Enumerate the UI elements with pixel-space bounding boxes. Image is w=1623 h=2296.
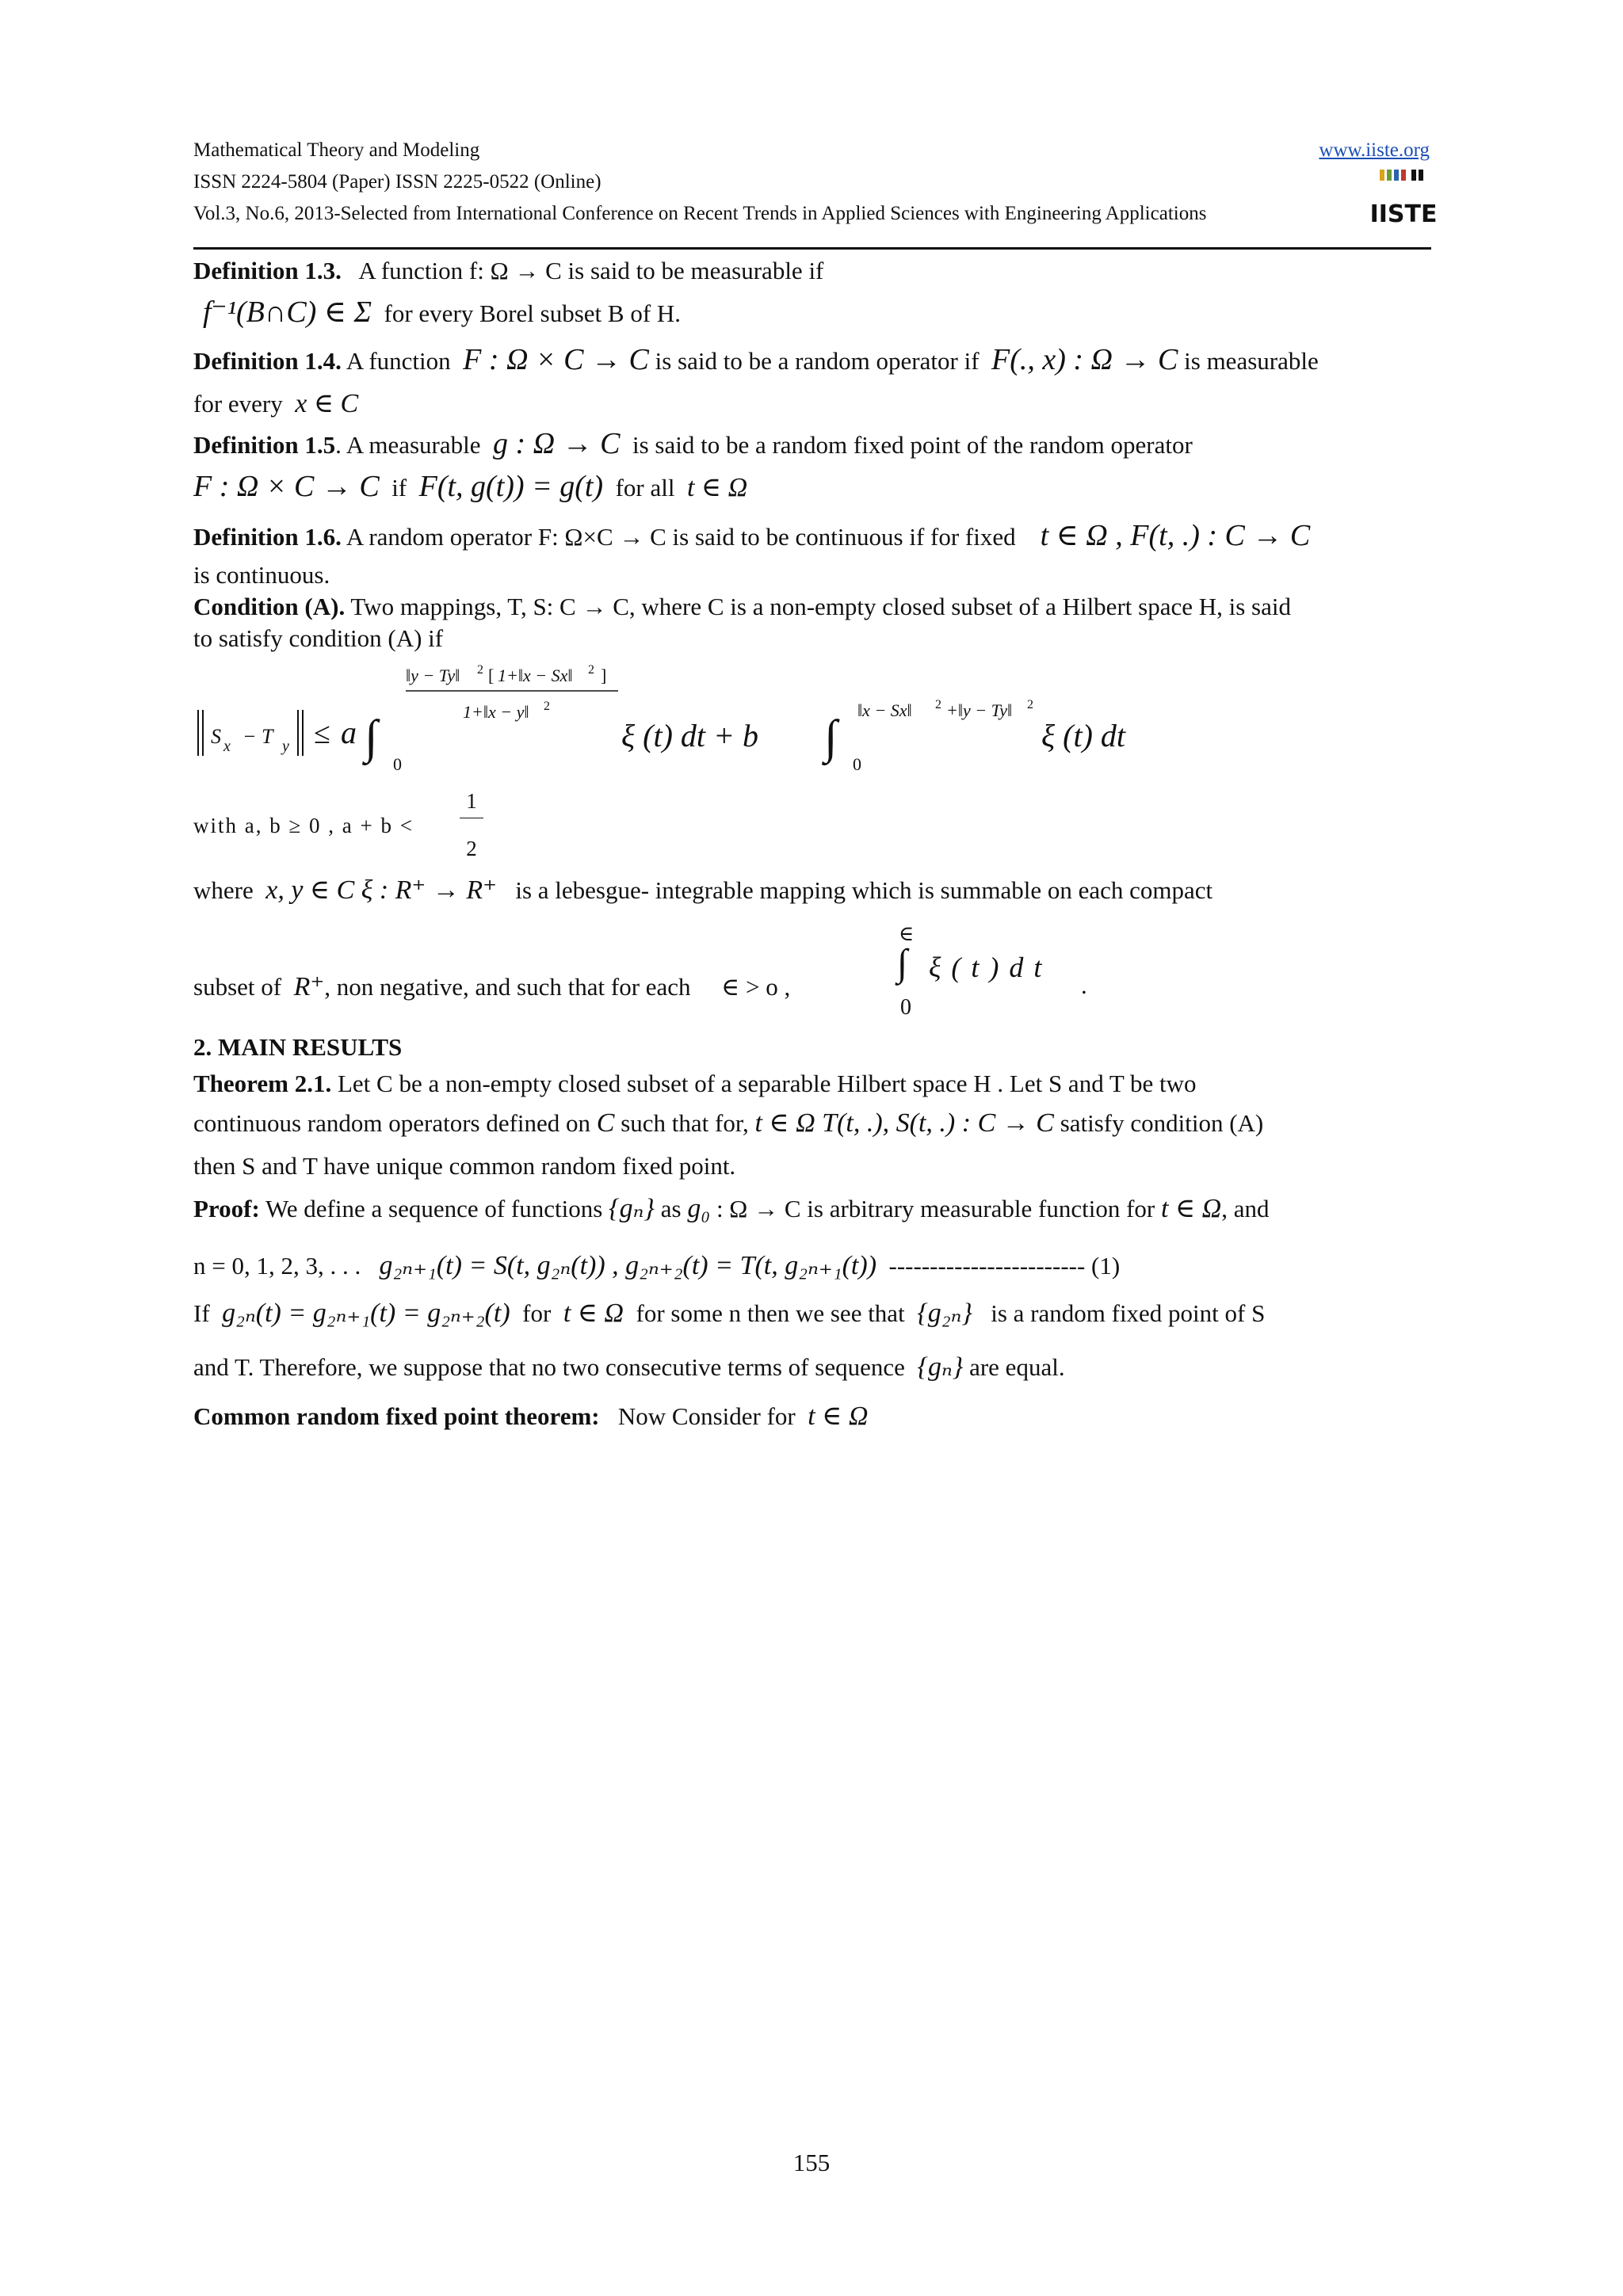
proof2: n = 0, 1, 2, 3, . . .	[193, 1252, 361, 1280]
def13-label: Definition 1.3.	[193, 257, 342, 284]
svg-text:2: 2	[477, 663, 483, 677]
subset: subset of	[193, 973, 282, 1001]
if1g: {g₂ₙ}	[917, 1299, 972, 1328]
svg-text:ξ (t) dt + b: ξ (t) dt + b	[621, 718, 758, 753]
proof1d: , and	[1221, 1195, 1270, 1222]
issn-line: ISSN 2224-5804 (Paper) ISSN 2225-0522 (Online)	[193, 171, 601, 193]
def13-line1	[193, 255, 1431, 287]
def14-line1	[193, 344, 1431, 377]
def15-t2: is said to be a random fixed point of the random operator	[632, 431, 1193, 459]
def14-f2: F(., x) : Ω → C	[991, 343, 1178, 376]
crf-line	[193, 1401, 1431, 1432]
where-line	[193, 875, 1431, 906]
svg-text:1+‖x − Sx‖: 1+‖x − Sx‖	[498, 666, 573, 685]
svg-text:0: 0	[853, 754, 861, 774]
condA-line2	[193, 623, 1431, 654]
svg-text:[: [	[488, 666, 495, 685]
int-body: ξ ( t ) d t	[929, 952, 1044, 983]
thm-line3	[193, 1150, 1431, 1182]
condA-with: with a, b ≥ 0 , a + b <	[193, 814, 414, 837]
subset2: , non negative, and such that for each	[324, 973, 691, 1001]
if1d: is a random fixed point of S	[991, 1299, 1266, 1327]
website-link[interactable]: www.iiste.org	[1319, 139, 1430, 161]
condA-with-line	[193, 810, 1431, 841]
crf-f: t ∈ Ω	[808, 1402, 869, 1431]
svg-text:]: ]	[601, 666, 607, 685]
condition-a-inequality	[193, 654, 1160, 781]
where1: where	[193, 876, 254, 904]
def16-t2: is continuous.	[193, 561, 330, 589]
def15-f4: t ∈ Ω	[686, 473, 748, 502]
svg-text:0: 0	[393, 754, 402, 774]
svg-text:‖y − Ty‖: ‖y − Ty‖	[406, 666, 460, 685]
proof-line1	[193, 1193, 1431, 1225]
iiste-logo	[1369, 168, 1438, 228]
svg-text:≤: ≤	[314, 717, 330, 750]
svg-text:a: a	[341, 715, 357, 750]
thm-line1	[193, 1068, 1431, 1100]
def15-line2	[193, 471, 1431, 504]
def14-line2	[193, 388, 1431, 420]
if2: and T. Therefore, we suppose that no two consecutive terms of sequence	[193, 1353, 905, 1381]
def14-t1: A function	[346, 347, 451, 375]
def14-f1: F : Ω × C → C	[463, 343, 649, 376]
def15-t1: . A measurable	[335, 431, 481, 459]
thm2c: such that for,	[621, 1109, 749, 1137]
subset-line	[193, 971, 1431, 1003]
proof1b: as	[660, 1195, 682, 1222]
if1c: for some n then we see that	[636, 1299, 905, 1327]
if1: If	[193, 1299, 210, 1327]
proof-line2	[193, 1250, 1431, 1282]
def16-line1	[193, 520, 1431, 553]
svg-text:ξ (t) dt: ξ (t) dt	[1041, 718, 1125, 753]
def13-line2	[193, 296, 1431, 330]
page-number: 155	[792, 2149, 831, 2176]
thm-label: Theorem 2.1.	[193, 1070, 332, 1097]
if1t: t ∈ Ω	[563, 1299, 624, 1328]
condA-label: Condition (A).	[193, 593, 346, 620]
condA-frac-num: 1	[466, 789, 477, 813]
def14-t3: is measurable	[1184, 347, 1319, 375]
int-period: .	[1081, 971, 1087, 999]
condA-t1: Two mappings, T, S: C → C, where C is a non-empty closed subset of a Hilbert space H, is said	[350, 593, 1291, 620]
where2: is a lebesgue- integrable mapping which is summable on each compact	[515, 876, 1213, 904]
thm2d: satisfy condition (A)	[1060, 1109, 1264, 1137]
journal-title: Mathematical Theory and Modeling	[193, 139, 480, 161]
def15-f1: g : Ω → C	[493, 427, 621, 460]
main-results-heading: 2. MAIN RESULTS	[193, 1033, 403, 1061]
def16-label: Definition 1.6.	[193, 523, 342, 551]
int-sign: ∫	[897, 942, 908, 984]
where-f1: x, y ∈ C ξ : R⁺ → R⁺	[265, 875, 498, 905]
thm2b: C	[596, 1108, 615, 1138]
thm2f: t ∈ Ω T(t, .), S(t, .) : C → C	[754, 1108, 1054, 1138]
def16-t1: A random operator F: Ω×C → C is said to be continuous if for fixed	[346, 523, 1016, 551]
def14-f3: x ∈ C	[295, 389, 359, 418]
svg-text:2: 2	[935, 698, 941, 711]
def15-line1	[193, 428, 1431, 461]
def15-f2: F : Ω × C → C	[193, 470, 380, 503]
def13-formula: f⁻¹(B∩C) ∈ Σ	[203, 296, 372, 329]
thm1: Let C be a non-empty closed subset of a separable Hilbert space H . Let S and T be two	[337, 1070, 1197, 1097]
svg-text:2: 2	[544, 700, 550, 713]
def15-t4: for all	[615, 474, 675, 502]
def15-t3: if	[391, 474, 407, 502]
subset-f: R⁺	[293, 972, 325, 1001]
thm3: then S and T have unique common random fixed point.	[193, 1152, 736, 1180]
int-lower: 0	[900, 995, 911, 1020]
svg-text:1+‖x − y‖: 1+‖x − y‖	[463, 702, 529, 722]
volume-line: Vol.3, No.6, 2013-Selected from International Conference on Recent Trends in Applied Sciences with Engineering Applications	[193, 203, 1207, 224]
condA-t2: to satisfy condition (A) if	[193, 624, 444, 652]
proof1c: : Ω → C is arbitrary measurable function for	[716, 1195, 1155, 1222]
if-line1	[193, 1298, 1431, 1329]
svg-text:x: x	[223, 738, 231, 755]
if2g: {gₙ}	[917, 1352, 964, 1382]
condA-line1	[193, 591, 1431, 623]
crf-text: Now Consider for	[617, 1402, 796, 1430]
if1b: for	[522, 1299, 552, 1327]
svg-text:− T: − T	[242, 725, 273, 748]
def15-f3: F(t, g(t)) = g(t)	[418, 470, 604, 503]
proof2f: g₂ₙ₊₁(t) = S(t, g₂ₙ(t)) , g₂ₙ₊₂(t) = T(t, g₂ₙ₊₁(t))	[379, 1251, 877, 1280]
proof-label: Proof:	[193, 1195, 260, 1222]
svg-text:y: y	[282, 738, 289, 755]
int-upper: ∈	[899, 922, 915, 945]
proof1f: {gₙ}	[609, 1194, 655, 1223]
svg-text:2: 2	[588, 663, 594, 677]
thm2a: continuous random operators defined on	[193, 1109, 591, 1137]
proof1: We define a sequence of functions	[265, 1195, 603, 1222]
header-rule	[193, 247, 1431, 250]
crf-label: Common random fixed point theorem:	[193, 1402, 600, 1430]
if-line2	[193, 1352, 1431, 1383]
def16-f1: t ∈ Ω , F(t, .) : C → C	[1040, 519, 1311, 552]
svg-text:+‖y − Ty‖: +‖y − Ty‖	[946, 700, 1013, 720]
def16-line2	[193, 559, 1431, 591]
svg-text:2: 2	[1027, 698, 1033, 711]
proof1t: t ∈ Ω	[1161, 1194, 1222, 1223]
def14-t4: for every	[193, 390, 283, 418]
svg-text:∫: ∫	[824, 711, 838, 763]
def14-label: Definition 1.4.	[193, 347, 342, 375]
logo-text: IISTE	[1369, 200, 1438, 228]
proof2d: ------------------------ (1)	[888, 1252, 1121, 1280]
condA-frac-den: 2	[466, 837, 477, 860]
def14-t2: is said to be a random operator if	[655, 347, 980, 375]
svg-text:S: S	[211, 725, 221, 748]
def15-label: Definition 1.5	[193, 431, 336, 459]
def13-text: A function f: Ω → C is said to be measurable if	[358, 257, 824, 284]
svg-text:∫: ∫	[365, 711, 378, 763]
proof1g: g₀	[687, 1194, 711, 1223]
eps: ∈ > o ,	[721, 973, 791, 1001]
if2b: are equal.	[969, 1353, 1065, 1381]
svg-text:‖x − Sx‖: ‖x − Sx‖	[857, 700, 912, 720]
thm-line2	[193, 1108, 1431, 1139]
def13-text2: for every Borel subset B of H.	[384, 299, 682, 327]
if1f: g₂ₙ(t) = g₂ₙ₊₁(t) = g₂ₙ₊₂(t)	[222, 1299, 510, 1328]
